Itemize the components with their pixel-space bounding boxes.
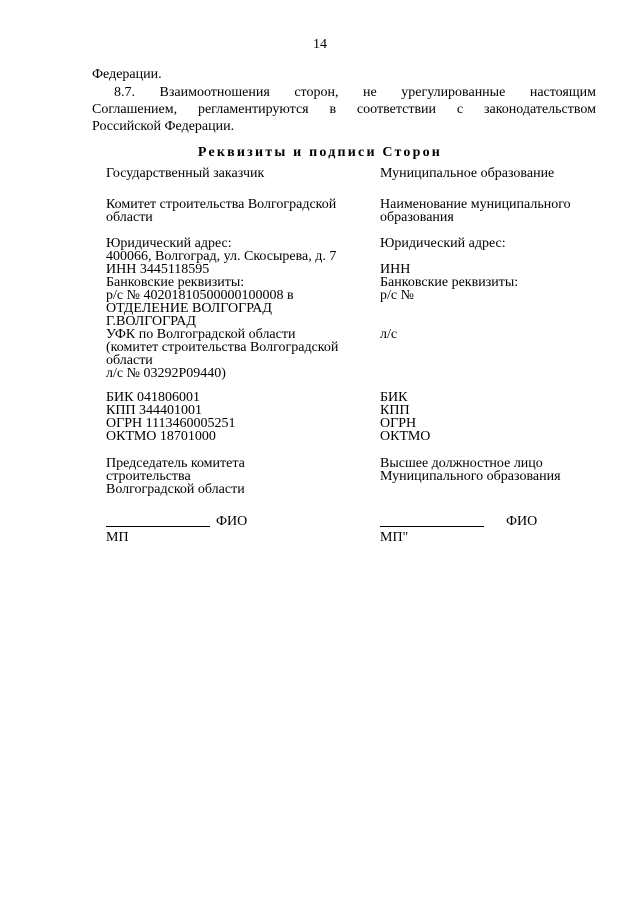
right-inn: ИНН (380, 262, 411, 277)
left-ufk-line-3: области (106, 353, 153, 368)
right-org-line-2: образования (380, 210, 454, 225)
left-party: Государственный заказчик (106, 166, 265, 181)
right-org-line-1: Наименование муниципального (380, 197, 571, 212)
left-mp: МП (106, 530, 129, 545)
left-account: р/с № 40201810500000100008 в (106, 288, 294, 303)
section-heading: Реквизиты и подписи Сторон (197, 145, 443, 160)
right-ls: л/с (380, 327, 398, 342)
right-signer-line-1: Высшее должностное лицо (380, 456, 543, 471)
left-bank-line-2: Г.ВОЛГОГРАД (106, 314, 196, 329)
right-kpp: КПП (380, 403, 410, 418)
left-ufk-line-2: (комитет строительства Волгоградской (106, 340, 339, 355)
right-bank-label: Банковские реквизиты: (380, 275, 519, 290)
left-legal-address-label: Юридический адрес: (106, 236, 232, 251)
left-oktmo: ОКТМО 18701000 (106, 429, 216, 444)
intro-line-3: Соглашением, регламентируются в соответствии с законодательством (92, 102, 596, 117)
left-signature-line (106, 526, 210, 527)
intro-line-1: Федерации. (92, 67, 162, 82)
left-bik: БИК 041806001 (106, 390, 200, 405)
right-mp: МП" (380, 530, 409, 545)
left-address: 400066, Волгоград, ул. Скосырева, д. 7 (106, 249, 337, 264)
right-signer-line-2: Муниципального образования (380, 469, 561, 484)
right-party: Муниципальное образование (380, 166, 555, 181)
left-kpp: КПП 344401001 (106, 403, 203, 418)
left-inn: ИНН 3445118595 (106, 262, 210, 277)
left-ufk-line-4: л/с № 03292Р09440) (106, 366, 226, 381)
right-bik: БИК (380, 390, 408, 405)
left-signer-line-3: Волгоградской области (106, 482, 245, 497)
right-oktmo: ОКТМО (380, 429, 431, 444)
left-bank-line-1: ОТДЕЛЕНИЕ ВОЛГОГРАД (106, 301, 272, 316)
left-bank-label: Банковские реквизиты: (106, 275, 245, 290)
left-ogrn: ОГРН 1113460005251 (106, 416, 236, 431)
intro-line-4: Российской Федерации. (92, 119, 235, 134)
left-org-line-1: Комитет строительства Волгоградской (106, 197, 337, 212)
left-org-line-2: области (106, 210, 153, 225)
left-signer-line-2: строительства (106, 469, 191, 484)
intro-line-2: 8.7. Взаимоотношения сторон, не урегулированные настоящим (114, 85, 596, 100)
left-signer-line-1: Председатель комитета (106, 456, 245, 471)
right-legal-address-label: Юридический адрес: (380, 236, 506, 251)
right-account: р/с № (380, 288, 414, 303)
left-ufk-line-1: УФК по Волгоградской области (106, 327, 296, 342)
right-fio: ФИО (506, 514, 538, 529)
left-fio: ФИО (216, 514, 248, 529)
right-ogrn: ОГРН (380, 416, 417, 431)
right-signature-line (380, 526, 484, 527)
page-number: 14 (313, 37, 327, 52)
